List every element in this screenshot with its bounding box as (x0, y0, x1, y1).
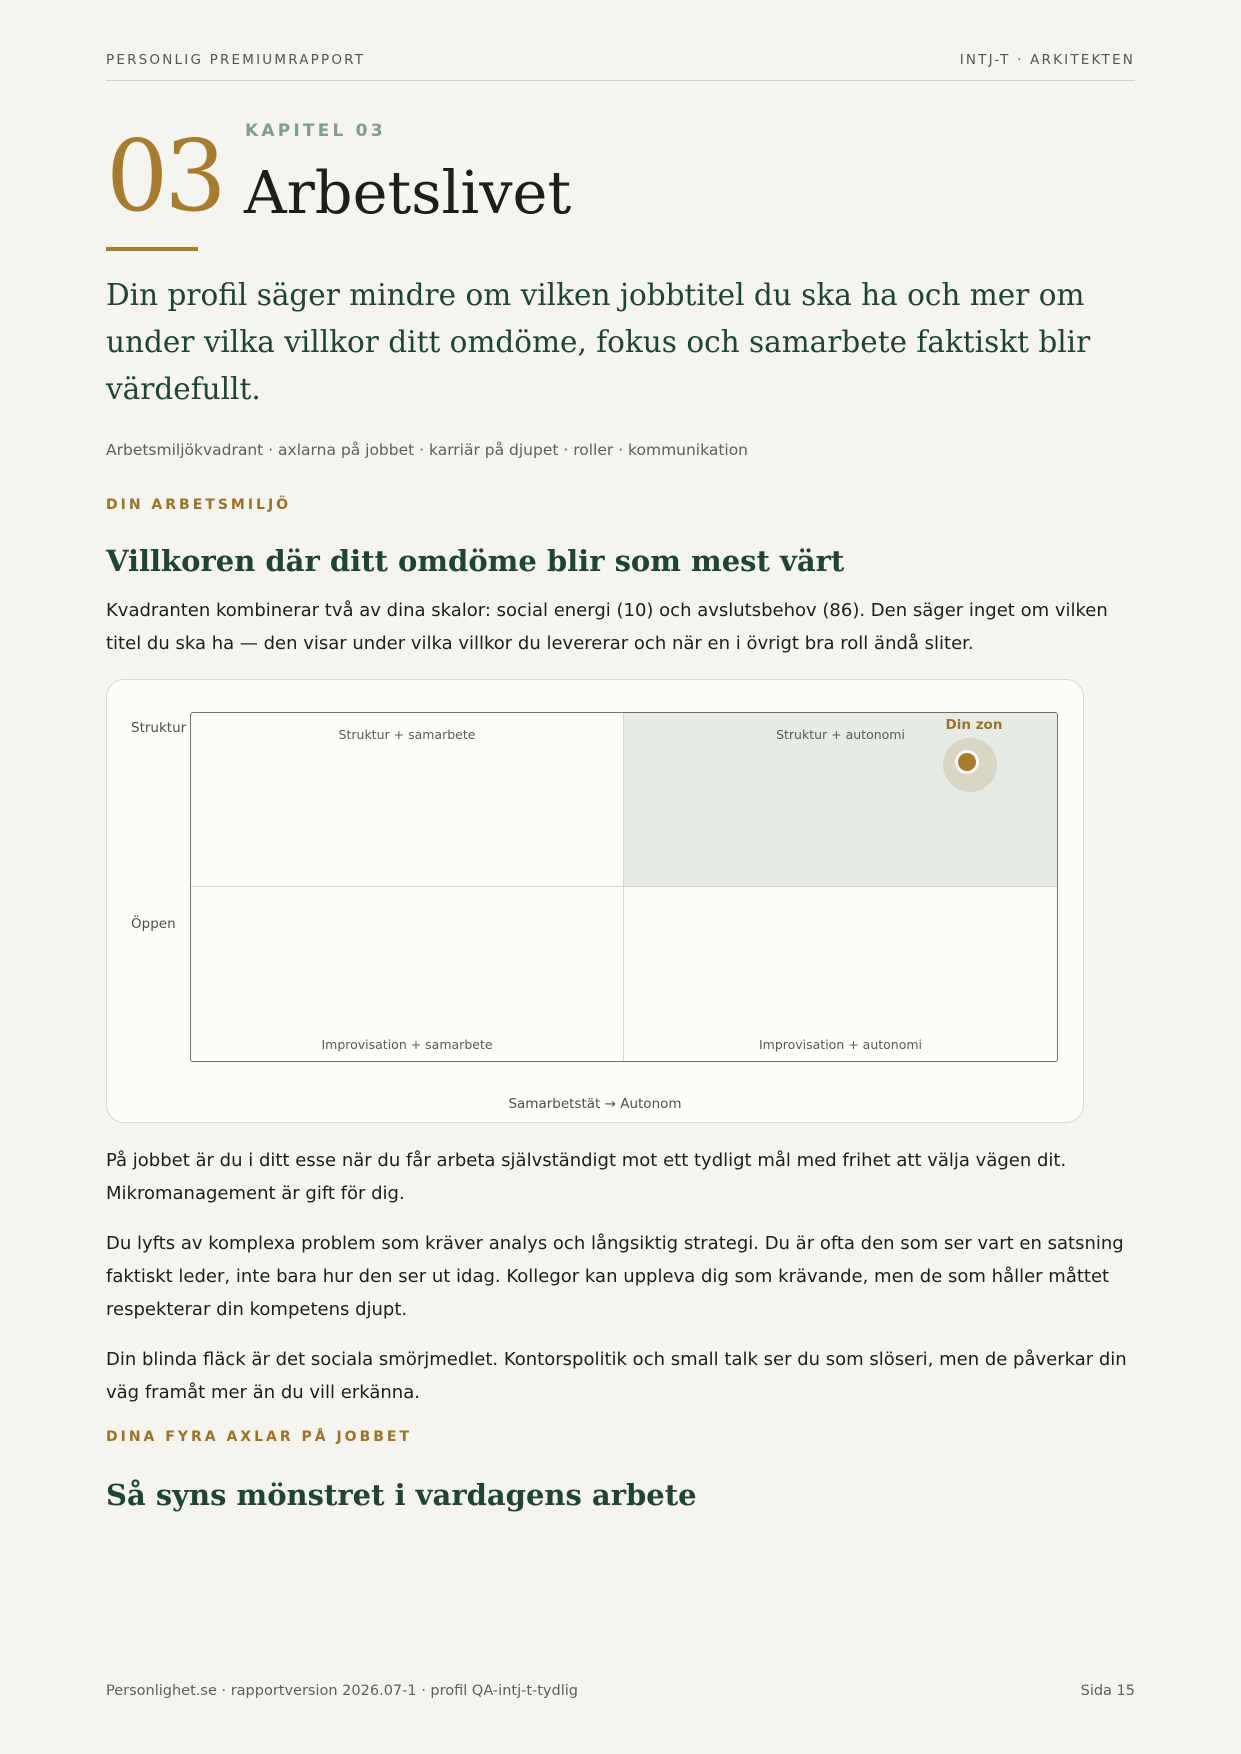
running-header (106, 52, 1135, 68)
page-number: Sida 15 (1080, 1683, 1135, 1699)
footer-source: Personlighet.se · rapportversion 2026.07-1 · profil QA-intj-t-tydlig (106, 1683, 578, 1699)
quadrant-label: Struktur + autonomi (776, 727, 905, 742)
x-axis-label: Samarbetstät → Autonom (508, 1096, 682, 1112)
quadrant-improvisation-collaboration (191, 887, 624, 1061)
section-eyebrow-work-environment: DIN ARBETSMILJÖ (106, 497, 292, 513)
report-page (106, 0, 1135, 1754)
section-intro: Kvadranten kombinerar två av dina skalor: social energi (10) och avslutsbehov (86). Den säger inget om vilken titel du ska ha — den visar under vilka villkor du levererar och när en i övrigt bra roll ändå sliter. (106, 600, 1108, 654)
chapter-lead: Din profil säger mindre om vilken jobbtitel du ska ha och mer om under vilka villkor ditt omdöme, fokus och samarbete faktiskt blir värdefullt. (106, 278, 1091, 406)
chapter-number: 03 (106, 120, 223, 234)
quadrant-improvisation-autonomy (624, 887, 1057, 1061)
profile-type-label: INTJ-T · ARKITEKTEN (959, 52, 1135, 68)
header-divider (106, 80, 1135, 81)
y-axis-label-structure: Struktur (131, 720, 187, 736)
your-zone-marker (955, 750, 979, 774)
quadrant-structure-collaboration (191, 713, 624, 887)
quadrant-structure-autonomy (624, 713, 1057, 887)
body-paragraph: På jobbet är du i ditt esse när du får arbeta självständigt mot ett tydligt mål med frihet att välja vägen dit. Mikromanagement är gift för dig. (106, 1150, 1067, 1204)
chapter-kicker: KAPITEL 03 (245, 121, 386, 141)
your-zone-label: Din zon (945, 717, 1003, 733)
quadrant-label: Improvisation + autonomi (758, 1037, 923, 1052)
section-title-work-environment: Villkoren där ditt omdöme blir som mest värt (106, 544, 845, 578)
section-eyebrow-four-axes: DINA FYRA AXLAR PÅ JOBBET (106, 1429, 413, 1445)
quadrant-label: Improvisation + samarbete (321, 1037, 493, 1052)
chapter-number-underline (106, 247, 198, 251)
report-type-label: PERSONLIG PREMIUMRAPPORT (106, 52, 366, 68)
page-footer (106, 1683, 1135, 1699)
body-paragraph: Du lyfts av komplexa problem som kräver analys och långsiktig strategi. Du är ofta den som ser vart en satsning faktiskt leder, inte bara hur den ser ut idag. Kollegor kan uppleva dig som krävande, men de som håller måttet respekterar din kompetens djupt. (106, 1233, 1124, 1320)
chapter-topics: Arbetsmiljökvadrant · axlarna på jobbet · karriär på djupet · roller · kommunikation (106, 441, 749, 459)
y-axis-label-open: Öppen (131, 916, 176, 932)
chapter-title: Arbetslivet (244, 158, 572, 227)
quadrant-label: Struktur + samarbete (338, 727, 476, 742)
section-title-four-axes: Så syns mönstret i vardagens arbete (106, 1478, 697, 1512)
body-paragraph: Din blinda fläck är det sociala smörjmedlet. Kontorspolitik och small talk ser du som slöseri, men de påverkar din väg framåt mer än du vill erkänna. (106, 1349, 1127, 1403)
quadrant-grid (190, 712, 1058, 1062)
work-environment-quadrant (106, 679, 1084, 1123)
